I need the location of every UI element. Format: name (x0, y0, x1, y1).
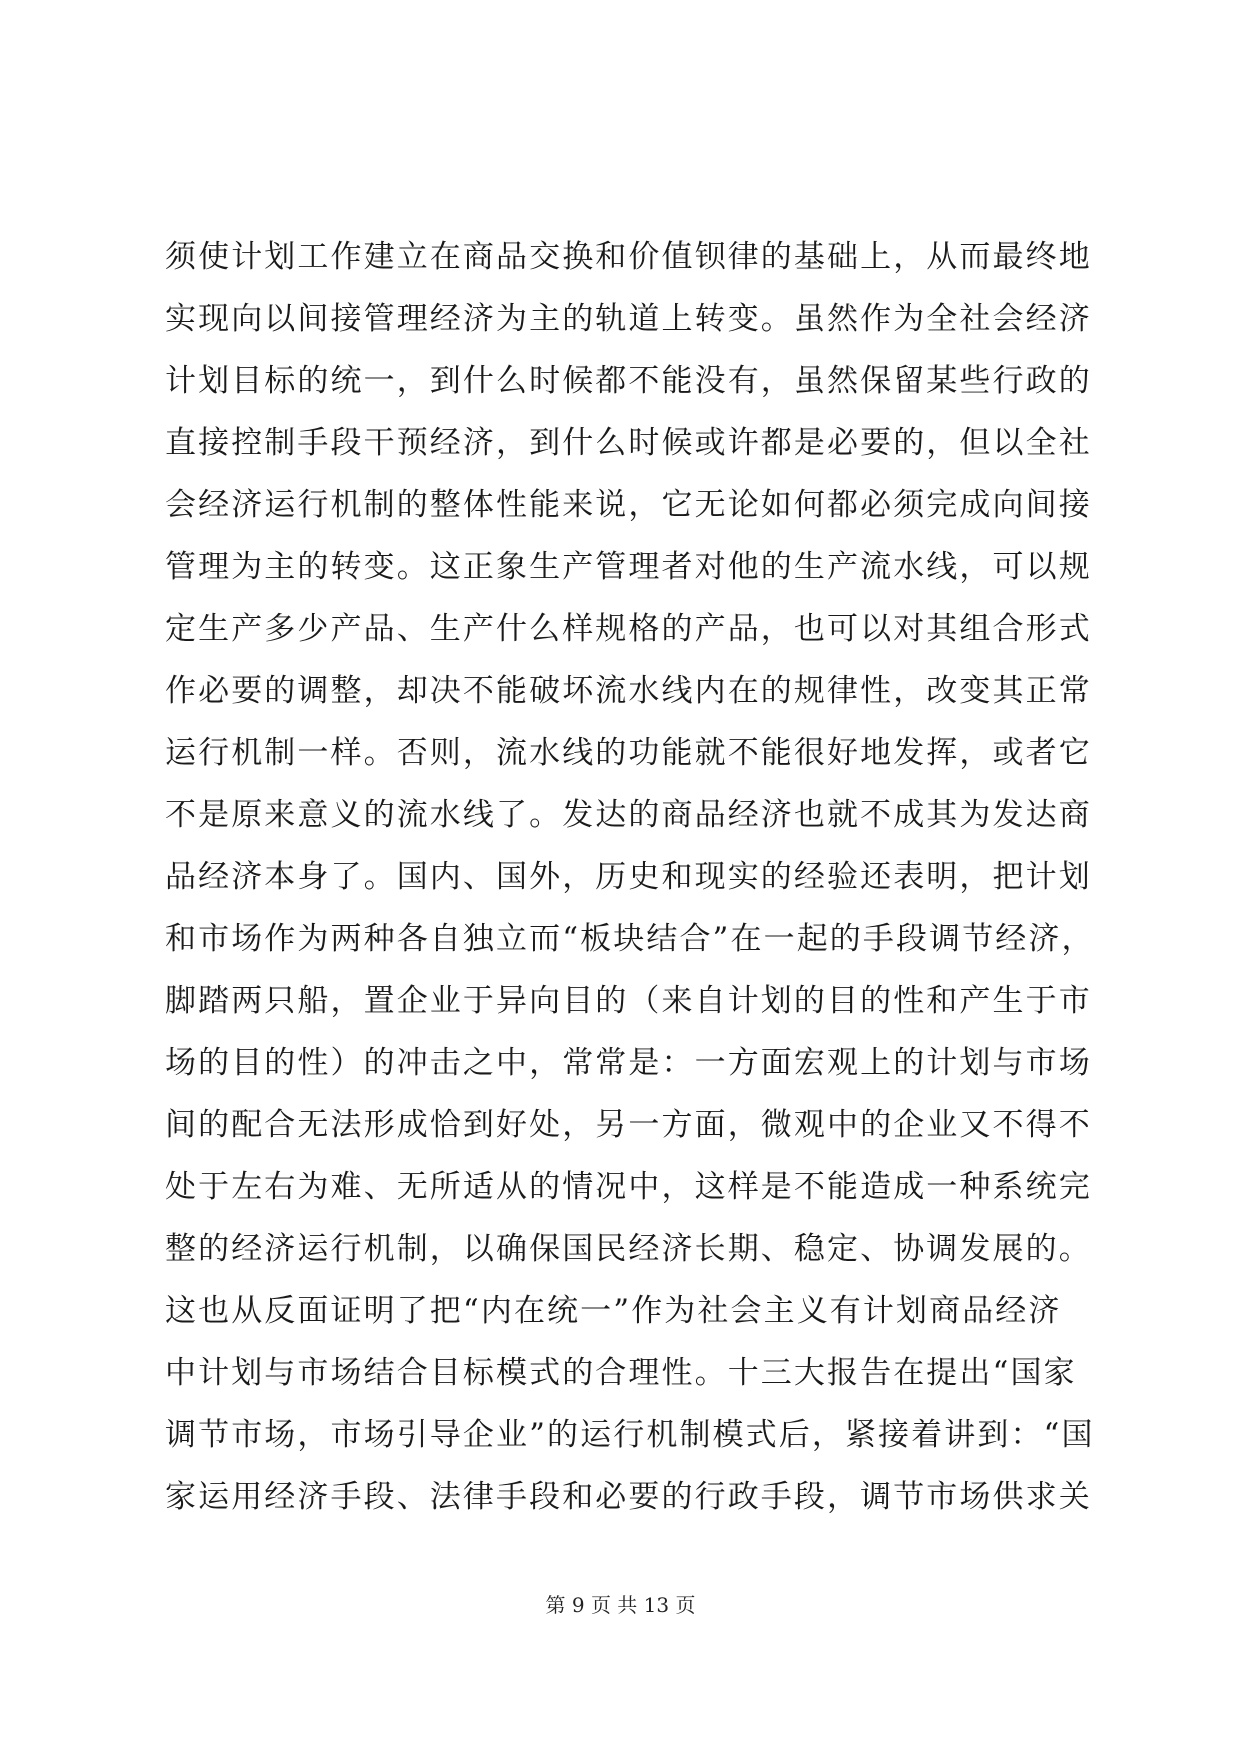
text-line: 品经济本身了。国内、国外，历史和现实的经验还表明，把计划 (165, 859, 1092, 895)
body-text (165, 226, 1095, 1528)
text-line: 场的目的性）的冲击之中，常常是：一方面宏观上的计划与市场 (165, 1045, 1092, 1081)
text-line: 实现向以间接管理经济为主的轨道上转变。虽然作为全社会经济 (165, 301, 1092, 337)
text-line: 和市场作为两种各自独立而“板块结合”在一起的手段调节经济， (165, 921, 1095, 957)
text-line: 计划目标的统一，到什么时候都不能没有，虽然保留某些行政的 (165, 363, 1092, 399)
text-line: 直接控制手段干预经济，到什么时候或许都是必要的，但以全社 (165, 425, 1092, 461)
text-line: 脚踏两只船，置企业于异向目的（来自计划的目的性和产生于市 (165, 983, 1092, 1019)
text-line: 中计划与市场结合目标模式的合理性。十三大报告在提出“国家 (165, 1355, 1077, 1391)
text-line: 须使计划工作建立在商品交换和价值钡律的基础上，从而最终地 (165, 239, 1092, 275)
text-line: 整的经济运行机制，以确保国民经济长期、稳定、协调发展的。 (165, 1231, 1092, 1267)
text-line: 调节市场，市场引导企业”的运行机制模式后，紧接着讲到：“国 (165, 1417, 1095, 1453)
text-line: 家运用经济手段、法律手段和必要的行政手段，调节市场供求关 (165, 1479, 1092, 1515)
text-line: 间的配合无法形成恰到好处，另一方面，微观中的企业又不得不 (165, 1107, 1092, 1143)
text-line: 会经济运行机制的整体性能来说，它无论如何都必须完成向间接 (165, 487, 1092, 523)
text-line: 运行机制一样。否则，流水线的功能就不能很好地发挥，或者它 (165, 735, 1092, 771)
text-line: 这也从反面证明了把“内在统一”作为社会主义有计划商品经济 (165, 1293, 1062, 1329)
text-line: 不是原来意义的流水线了。发达的商品经济也就不成其为发达商 (165, 797, 1092, 833)
text-line: 作必要的调整，却决不能破坏流水线内在的规律性，改变其正常 (165, 673, 1092, 709)
text-line: 处于左右为难、无所适从的情况中，这样是不能造成一种系统完 (165, 1169, 1092, 1205)
page-footer: 第 9 页 共 13 页 (545, 1593, 696, 1617)
text-line: 管理为主的转变。这正象生产管理者对他的生产流水线，可以规 (165, 549, 1092, 585)
text-line: 定生产多少产品、生产什么样规格的产品，也可以对其组合形式 (165, 611, 1092, 647)
